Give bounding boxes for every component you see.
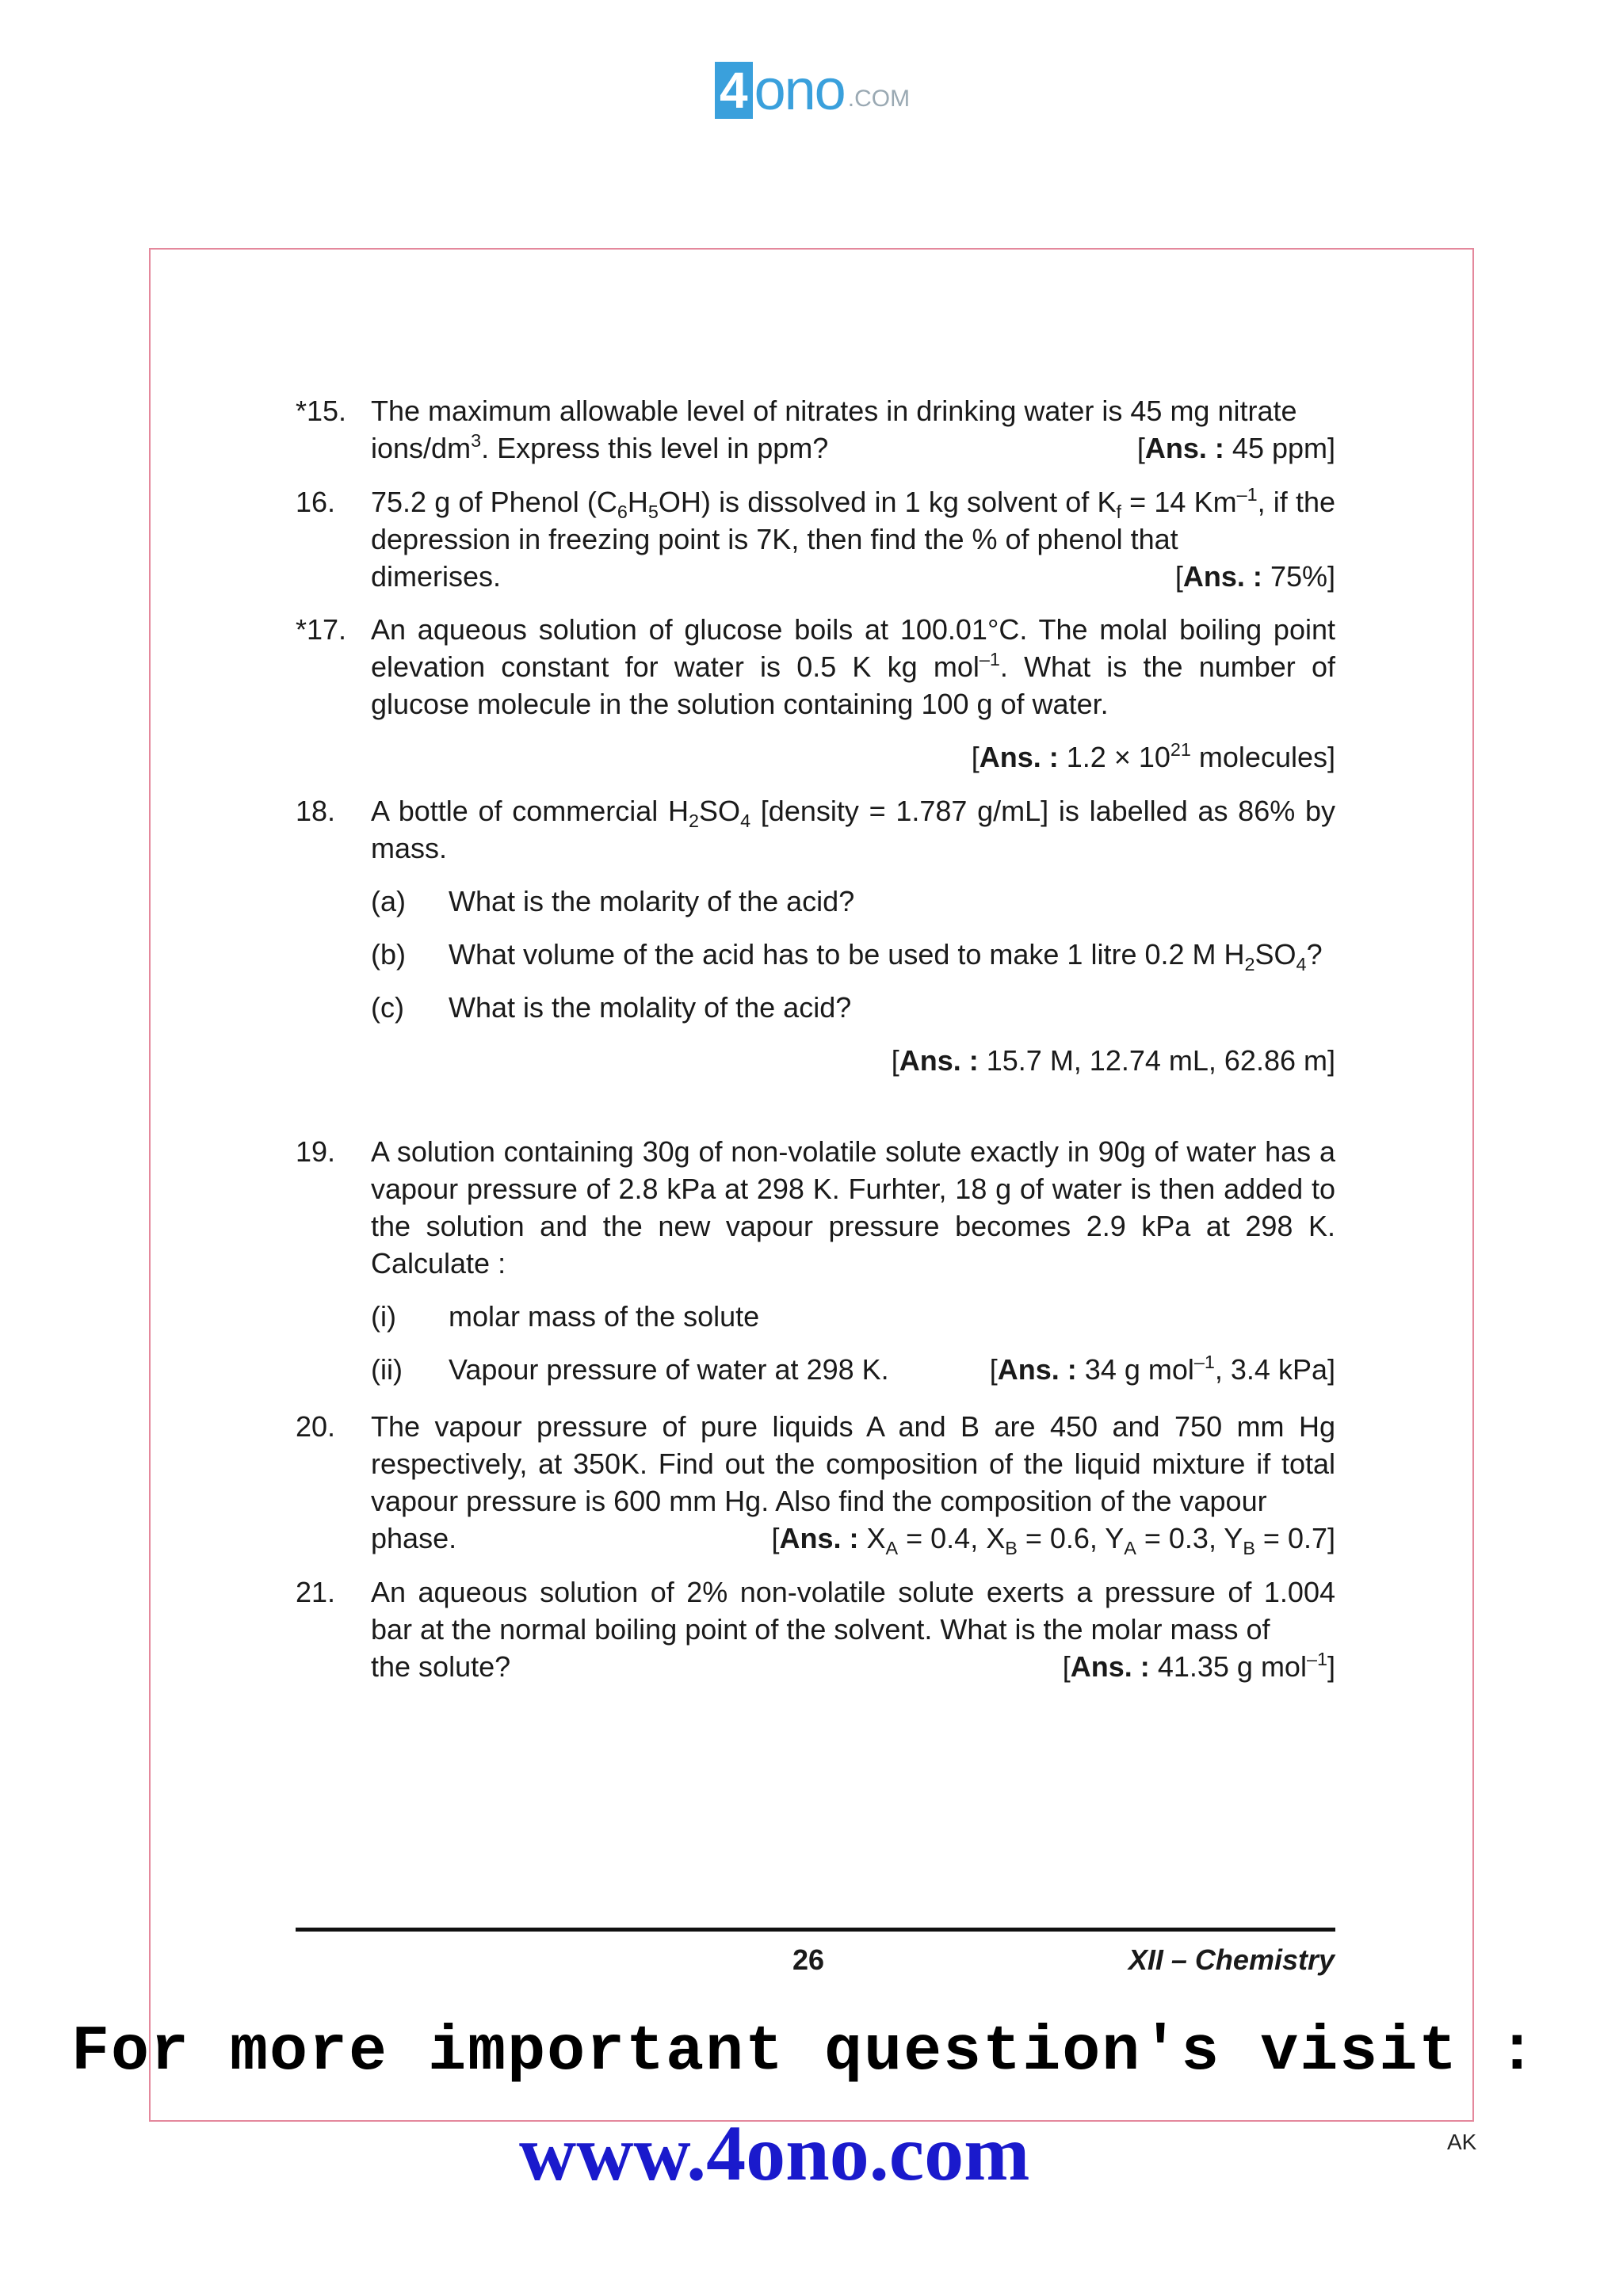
question-text: An aqueous solution of 2% non-volatile solute exerts a pressure of 1.004 bar at the normal boiling point of the solvent. What is the molar mass of the solute? [Ans. : 41.35 g mol$^{-1}$] [371,1573,1335,1685]
question-number: 16. [296,486,336,518]
question-number: 21. [296,1576,336,1608]
logo-box: 4 [715,62,753,119]
answer: [Ans. : 41.35 g mol$^{-1}$] [1062,1648,1335,1683]
website-link[interactable]: www.4ono.com [519,2109,1030,2197]
sub-question-a: (a) What is the molarity of the acid? [371,885,855,917]
question-number: *15. [296,395,347,427]
question-16 [296,483,1335,595]
answer: [Ans. : $X_A = 0.4$, $X_B = 0.6$, $Y_A = 0.3$, $Y_B = 0.7$] [771,1522,1335,1559]
question-21 [296,1573,1335,1685]
sub-question-i: (i) molar mass of the solute [371,1300,760,1333]
question-18 [296,792,1335,1079]
question-19 [296,1133,1335,1388]
sub-question-ii: (ii) Vapour pressure of water at 298 K. [Ans. : 34 g mol$^{-1}$, 3.4 kPa] [371,1351,1335,1388]
answer: [Ans. : $1.2 \times 10^{21}$ molecules] [971,738,1335,773]
question-number: *17. [296,613,347,646]
sub-question-b: (b) What volume of the acid has to be used to make 1 litre 0.2 M $H_2SO_4$? [371,938,1323,975]
answer: [Ans. : 45 ppm] [1136,432,1335,464]
footer-rule [296,1928,1335,1932]
footer-subject: XII – Chemistry [1128,1943,1335,1976]
logo-com: .COM [847,86,911,112]
question-number: 18. [296,795,336,827]
question-20 [296,1408,1335,1557]
promo-text: For more important question's visit : [71,2016,1538,2088]
question-text: A bottle of commercial $H_2SO_4$ [density = 1.787 g/mL] is labelled as 86% by mass. [371,795,1335,864]
logo-ono: ono [754,59,845,122]
sub-question-c: (c) What is the molality of the acid? [371,991,852,1024]
page-number: 26 [792,1943,825,1976]
site-logo [715,59,911,122]
question-text: An aqueous solution of glucose boils at 100.01°C. The molal boiling point elevation constant for water is 0.5 K kg mol$^{-1}$. What is the number of glucose molecule in the solution containing 100 g of water. [Ans. : $1.2 \times 10^{21}$ molecules] [371,611,1335,776]
question-text: The maximum allowable level of nitrates in drinking water is 45 mg nitrate ions/$dm^3$. Express this level in ppm? [Ans. : 45 ppm] [371,392,1335,467]
question-number: 20. [296,1410,336,1443]
question-text: A solution containing 30g of non-volatile solute exactly in 90g of water has a vapour pressure of 2.8 kPa at 298 K. Furhter, 18 g of water is then added to the solution and the new vapour pressure becomes 2.9 kPa at 298 K. Calculate : [371,1135,1335,1280]
question-number: 19. [296,1135,336,1168]
question-text: The vapour pressure of pure liquids A and B are 450 and 750 mm Hg respectively, at 350K. Find out the composition of the liquid mixture if total vapour pressure is 600 mm Hg. Also find the composition of the vapour phase. [Ans. : $X_A = 0.4$, $X_B = 0.6$, $Y_A = 0.3$, $Y_B = 0.7$] [371,1410,1335,1559]
question-17 [296,611,1335,776]
answer: [Ans. : 15.7 M, 12.74 mL, 62.86 m] [891,1044,1335,1077]
corner-mark: AK [1447,2130,1477,2154]
question-15 [296,392,1335,467]
answer: [Ans. : 75%] [1174,560,1335,593]
question-text: 75.2 g of Phenol $(C_6H_5OH)$ is dissolved in 1 kg solvent of $K_f = 14$ $Km^{-1}$, if the depression in freezing point is 7K, then find the % of phenol that dimerises. [Ans. : 75%] [371,483,1335,595]
answer: [Ans. : 34 g mol$^{-1}$, 3.4 kPa] [989,1351,1335,1386]
